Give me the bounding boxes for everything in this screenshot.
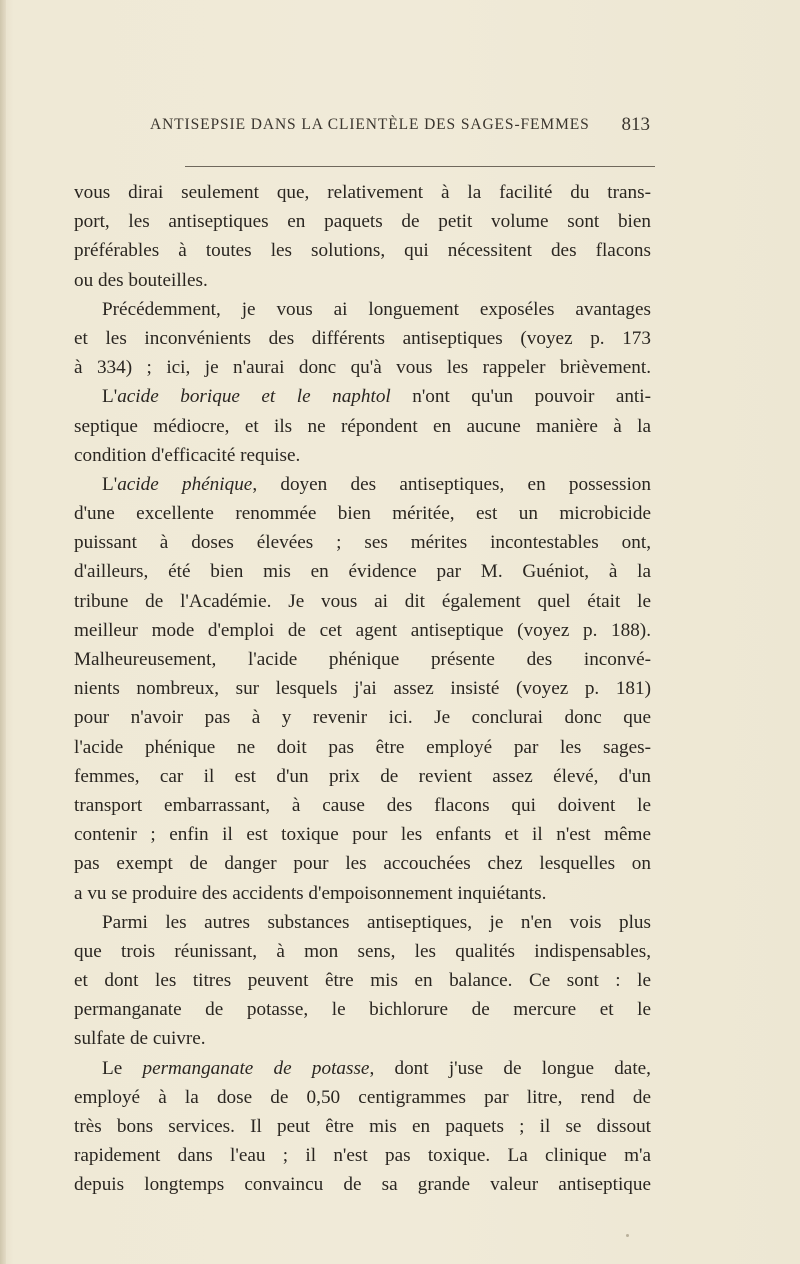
text-line: employé à la dose de 0,50 centigrammes par litre, rend de [74,1086,651,1108]
header-rule [185,166,655,167]
text-line: L'acide phénique, doyen des antiseptiques, en possession [102,473,651,495]
text-line: transport embarrassant, à cause des flacons qui doivent le [74,794,651,816]
text-line: et les inconvénients des différents antiseptiques (voyez p. 173 [74,327,651,349]
text-line: septique médiocre, et ils ne répondent en aucune manière à la [74,415,651,437]
text-line: à 334) ; ici, je n'aurai donc qu'à vous les rappeler brièvement. [74,357,651,379]
text-line: depuis longtemps convaincu de sa grande valeur antiseptique [74,1174,651,1196]
text-line: l'acide phénique ne doit pas être employé par les sages- [74,736,651,758]
page-number: 813 [621,114,650,135]
text-line: d'une excellente renommée bien méritée, est un microbicide [74,503,651,525]
text-line: et dont les titres peuvent être mis en balance. Ce sont : le [74,970,651,992]
text-line: rapidement dans l'eau ; il n'est pas toxique. La clinique m'a [74,1145,651,1167]
text-line: femmes, car il est d'un prix de revient assez élevé, d'un [74,765,651,787]
text-line: puissant à doses élevées ; ses mérites incontestables ont, [74,532,651,554]
text-line: meilleur mode d'emploi de cet agent antiseptique (voyez p. 188). [74,619,651,641]
text-line: d'ailleurs, été bien mis en évidence par M. Guéniot, à la [74,561,651,583]
text-line: vous dirai seulement que, relativement à la facilité du trans- [74,182,651,203]
text-line: tribune de l'Académie. Je vous ai dit également quel était le [74,590,651,612]
text-line: contenir ; enfin il est toxique pour les enfants et il n'est même [74,824,651,846]
body-text [74,178,651,1200]
text-line: Le permanganate de potasse, dont j'use de longue date, [102,1057,651,1079]
text-line: pas exempt de danger pour les accouchées chez lesquelles on [74,853,651,875]
text-line: pour n'avoir pas à y revenir ici. Je conclurai donc que [74,707,651,729]
text-line: port, les antiseptiques en paquets de petit volume sont bien [74,211,651,233]
text-line: Parmi les autres substances antiseptiques, je n'en vois plus [102,911,651,933]
italic-term: acide borique et le naphtol [117,386,391,408]
paper-speck [626,1234,629,1237]
text-line: nients nombreux, sur lesquels j'ai assez insisté (voyez p. 181) [74,678,651,700]
italic-term: acide phénique [117,473,253,495]
running-title: ANTISEPSIE DANS LA CLIENTÈLE DES SAGES-FEMMES [150,116,590,133]
text-line: permanganate de potasse, le bichlorure de mercure et le [74,999,651,1021]
text-line: très bons services. Il peut être mis en paquets ; il se dissout [74,1116,651,1137]
text-line: que trois réunissant, à mon sens, les qualités indispensables, [74,940,651,962]
text-line: Précédemment, je vous ai longuement exposéles avantages [102,298,651,320]
italic-term: permanganate de potasse [142,1057,370,1079]
text-line: condition d'efficacité requise. [74,444,301,466]
text-line: a vu se produire des accidents d'empoisonnement inquiétants. [74,882,547,904]
text-line: préférables à toutes les solutions, qui nécessitent des flacons [74,240,651,262]
text-line: L'acide borique et le naphtol n'ont qu'un pouvoir anti- [102,386,651,408]
page-header [150,116,650,144]
text-line: ou des bouteilles. [74,269,208,291]
text-line: sulfate de cuivre. [74,1028,206,1050]
binding-edge [0,0,6,1264]
text-line: Malheureusement, l'acide phénique présente des inconvé- [74,649,651,670]
